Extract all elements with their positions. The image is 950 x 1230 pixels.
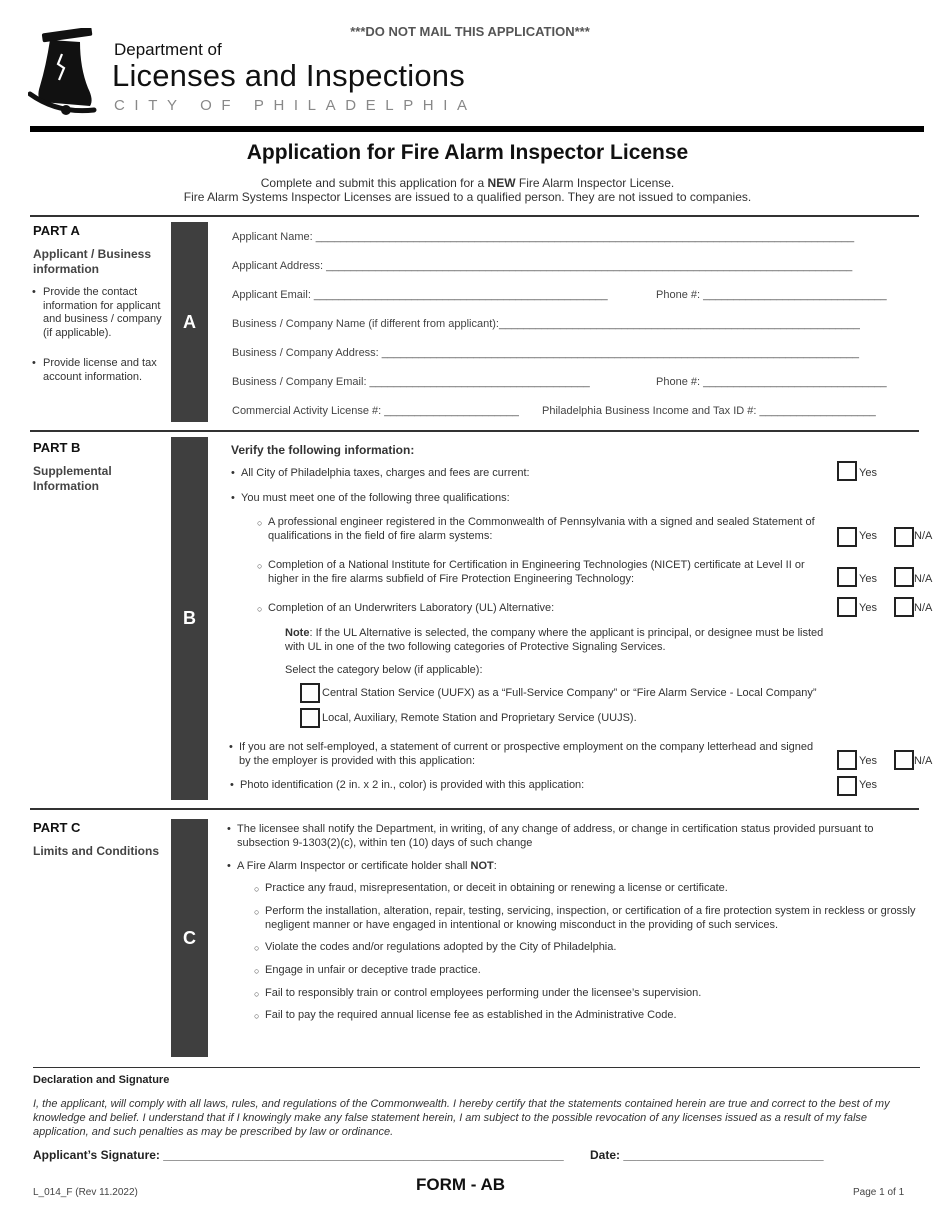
condition-item: ○ Engage in unfair or deceptive trade practice. bbox=[265, 963, 920, 977]
engineer-yes-label: Yes bbox=[859, 530, 877, 542]
nicet-na-checkbox[interactable] bbox=[894, 567, 914, 587]
photo-yes-checkbox[interactable] bbox=[837, 776, 857, 796]
ul-note: Note: If the UL Alternative is selected, the company where the applicant is principal, or designee must be listed with UL in one of the two following categories of Protective Signaling Services. bbox=[285, 627, 824, 653]
divider-part-b bbox=[30, 430, 919, 432]
page-number: Page 1 of 1 bbox=[853, 1187, 905, 1198]
condition-item: ○ Perform the installation, alteration, repair, testing, servicing, inspection, or certification of a fire protection system in reckless or grossly negligent manner or have engaged in intentional or knowing misconduct in the providing of such services. bbox=[265, 904, 920, 932]
part-a-instruction: • Provide the contact information for applicant and business / company (if applicable). bbox=[32, 286, 172, 340]
qual-nicet: ○ Completion of a National Institute for Certification in Engineering Technologies (NICET) certificate at Level II or higher in the fire alarms subfield of Fire Protection Engineering Technology: bbox=[268, 558, 833, 586]
ul-na-label: N/A bbox=[914, 602, 933, 614]
photo-yes-label: Yes bbox=[859, 779, 877, 791]
applicant-email-field[interactable]: Applicant Email: ________________________________________________ bbox=[232, 289, 608, 301]
part-b-bar: B bbox=[171, 437, 208, 800]
page-title: Application for Fire Alarm Inspector License bbox=[246, 141, 689, 164]
applicant-name-field[interactable]: Applicant Name: ________________________________________________________________________________________ bbox=[232, 231, 855, 243]
divider-part-a bbox=[30, 215, 919, 217]
part-a-instruction: • Provide license and tax account information. bbox=[32, 357, 172, 384]
ul-yes-label: Yes bbox=[859, 602, 877, 614]
applicant-phone-field[interactable]: Phone #: ______________________________ bbox=[656, 289, 887, 301]
ul-yes-checkbox[interactable] bbox=[837, 597, 857, 617]
item-employment: • If you are not self-employed, a statement of current or prospective employment on the company letterhead and signed by the employer is provided with this application: bbox=[239, 740, 824, 768]
item-shall-not: • A Fire Alarm Inspector or certificate holder shall NOT: bbox=[237, 859, 497, 873]
taxes-yes-label: Yes bbox=[859, 467, 877, 479]
part-a-subtitle: Applicant / Business information bbox=[33, 247, 152, 276]
item-taxes: • All City of Philadelphia taxes, charges and fees are current: bbox=[241, 466, 530, 480]
nicet-yes-label: Yes bbox=[859, 573, 877, 585]
nicet-na-label: N/A bbox=[914, 573, 933, 585]
part-c-label: PART C bbox=[33, 820, 81, 835]
do-not-mail-notice: ***DO NOT MAIL THIS APPLICATION*** bbox=[350, 24, 590, 39]
taxes-yes-checkbox[interactable] bbox=[837, 461, 857, 481]
applicant-address-field[interactable]: Applicant Address: ______________________________________________________________________________________ bbox=[232, 260, 853, 272]
condition-item: ○ Fail to pay the required annual license fee as established in the Administrative Code. bbox=[265, 1008, 920, 1022]
part-c-bar: C bbox=[171, 819, 208, 1057]
part-b-label: PART B bbox=[33, 440, 81, 455]
part-c-subtitle: Limits and Conditions bbox=[33, 844, 159, 858]
engineer-na-label: N/A bbox=[914, 530, 933, 542]
category-local-label: Local, Auxiliary, Remote Station and Proprietary Service (UUJS). bbox=[322, 712, 637, 724]
business-phone-field[interactable]: Phone #: ______________________________ bbox=[656, 376, 887, 388]
form-name: FORM - AB bbox=[416, 1175, 506, 1194]
condition-item: ○ Practice any fraud, misrepresentation, or deceit in obtaining or renewing a license or certificate. bbox=[265, 881, 920, 895]
header-divider bbox=[30, 126, 924, 132]
tax-id-field[interactable]: Philadelphia Business Income and Tax ID #: ___________________ bbox=[542, 405, 876, 417]
business-address-field[interactable]: Business / Company Address: ______________________________________________________________________________ bbox=[232, 347, 859, 359]
item-notify: • The licensee shall notify the Department, in writing, of any change of address, or change in certification status provided pursuant to subsection 9-1303(2)(c), within ten (10) days of such change bbox=[237, 822, 922, 850]
qual-ul: ○ Completion of an Underwriters Laboratory (UL) Alternative: bbox=[268, 601, 554, 615]
part-a-bar: A bbox=[171, 222, 208, 422]
liberty-bell-logo bbox=[28, 28, 100, 120]
subtitle-line2: Fire Alarm Systems Inspector Licenses are issued to a qualified person. They are not issued to companies. bbox=[183, 190, 752, 204]
date-field[interactable]: Date: ______________________________ bbox=[590, 1148, 824, 1162]
dept-name-line1: Department of bbox=[114, 40, 222, 59]
category-central-checkbox[interactable] bbox=[300, 683, 320, 703]
employment-na-checkbox[interactable] bbox=[894, 750, 914, 770]
condition-item: ○ Fail to responsibly train or control employees performing under the licensee’s supervision. bbox=[265, 986, 920, 1000]
form-code: L_014_F (Rev 11.2022) bbox=[33, 1187, 138, 1198]
condition-item: ○ Violate the codes and/or regulations adopted by the City of Philadelphia. bbox=[265, 940, 920, 954]
nicet-yes-checkbox[interactable] bbox=[837, 567, 857, 587]
category-central-label: Central Station Service (UUFX) as a “Full-Service Company” or “Fire Alarm Service - Local Company” bbox=[322, 687, 817, 699]
dept-city-line: CITY OF PHILADELPHIA bbox=[114, 97, 477, 114]
item-qualifications: • You must meet one of the following three qualifications: bbox=[241, 491, 510, 505]
dept-name-line2: Licenses and Inspections bbox=[112, 58, 465, 93]
engineer-yes-checkbox[interactable] bbox=[837, 527, 857, 547]
divider-declaration bbox=[33, 1067, 920, 1068]
ul-na-checkbox[interactable] bbox=[894, 597, 914, 617]
business-name-field[interactable]: Business / Company Name (if different from applicant):___________________________________________________________ bbox=[232, 318, 860, 330]
engineer-na-checkbox[interactable] bbox=[894, 527, 914, 547]
category-local-checkbox[interactable] bbox=[300, 708, 320, 728]
signature-field[interactable]: Applicant’s Signature: ____________________________________________________________ bbox=[33, 1148, 564, 1162]
employment-yes-checkbox[interactable] bbox=[837, 750, 857, 770]
item-photo: • Photo identification (2 in. x 2 in., color) is provided with this application: bbox=[240, 778, 584, 792]
subtitle-line1: Complete and submit this application for a NEW Fire Alarm Inspector License. bbox=[260, 176, 675, 190]
divider-part-c bbox=[30, 808, 919, 810]
declaration-title: Declaration and Signature bbox=[33, 1074, 170, 1086]
verify-heading: Verify the following information: bbox=[231, 443, 415, 457]
employment-yes-label: Yes bbox=[859, 755, 877, 767]
qual-engineer: ○ A professional engineer registered in the Commonwealth of Pennsylvania with a signed and sealed Statement of qualifications in the field of fire alarm systems: bbox=[268, 515, 833, 543]
part-a-label: PART A bbox=[33, 223, 80, 238]
business-email-field[interactable]: Business / Company Email: ____________________________________ bbox=[232, 376, 590, 388]
declaration-text: I, the applicant, will comply with all laws, rules, and regulations of the Commonwealth. I hereby certify that the statements contained herein are true and correct to the best of my knowledge and belief. I understand that if I knowingly make any false statement herein, I am subject to the possible revocation of any licenses issued as a result of my false application, and such penalties as may be prescribed by law or ordinance. bbox=[33, 1098, 890, 1138]
commercial-license-field[interactable]: Commercial Activity License #: ______________________ bbox=[232, 405, 519, 417]
select-category-text: Select the category below (if applicable): bbox=[285, 664, 483, 676]
part-b-subtitle: Supplemental Information bbox=[33, 464, 112, 493]
part-a-instructions bbox=[32, 286, 172, 401]
employment-na-label: N/A bbox=[914, 755, 933, 767]
